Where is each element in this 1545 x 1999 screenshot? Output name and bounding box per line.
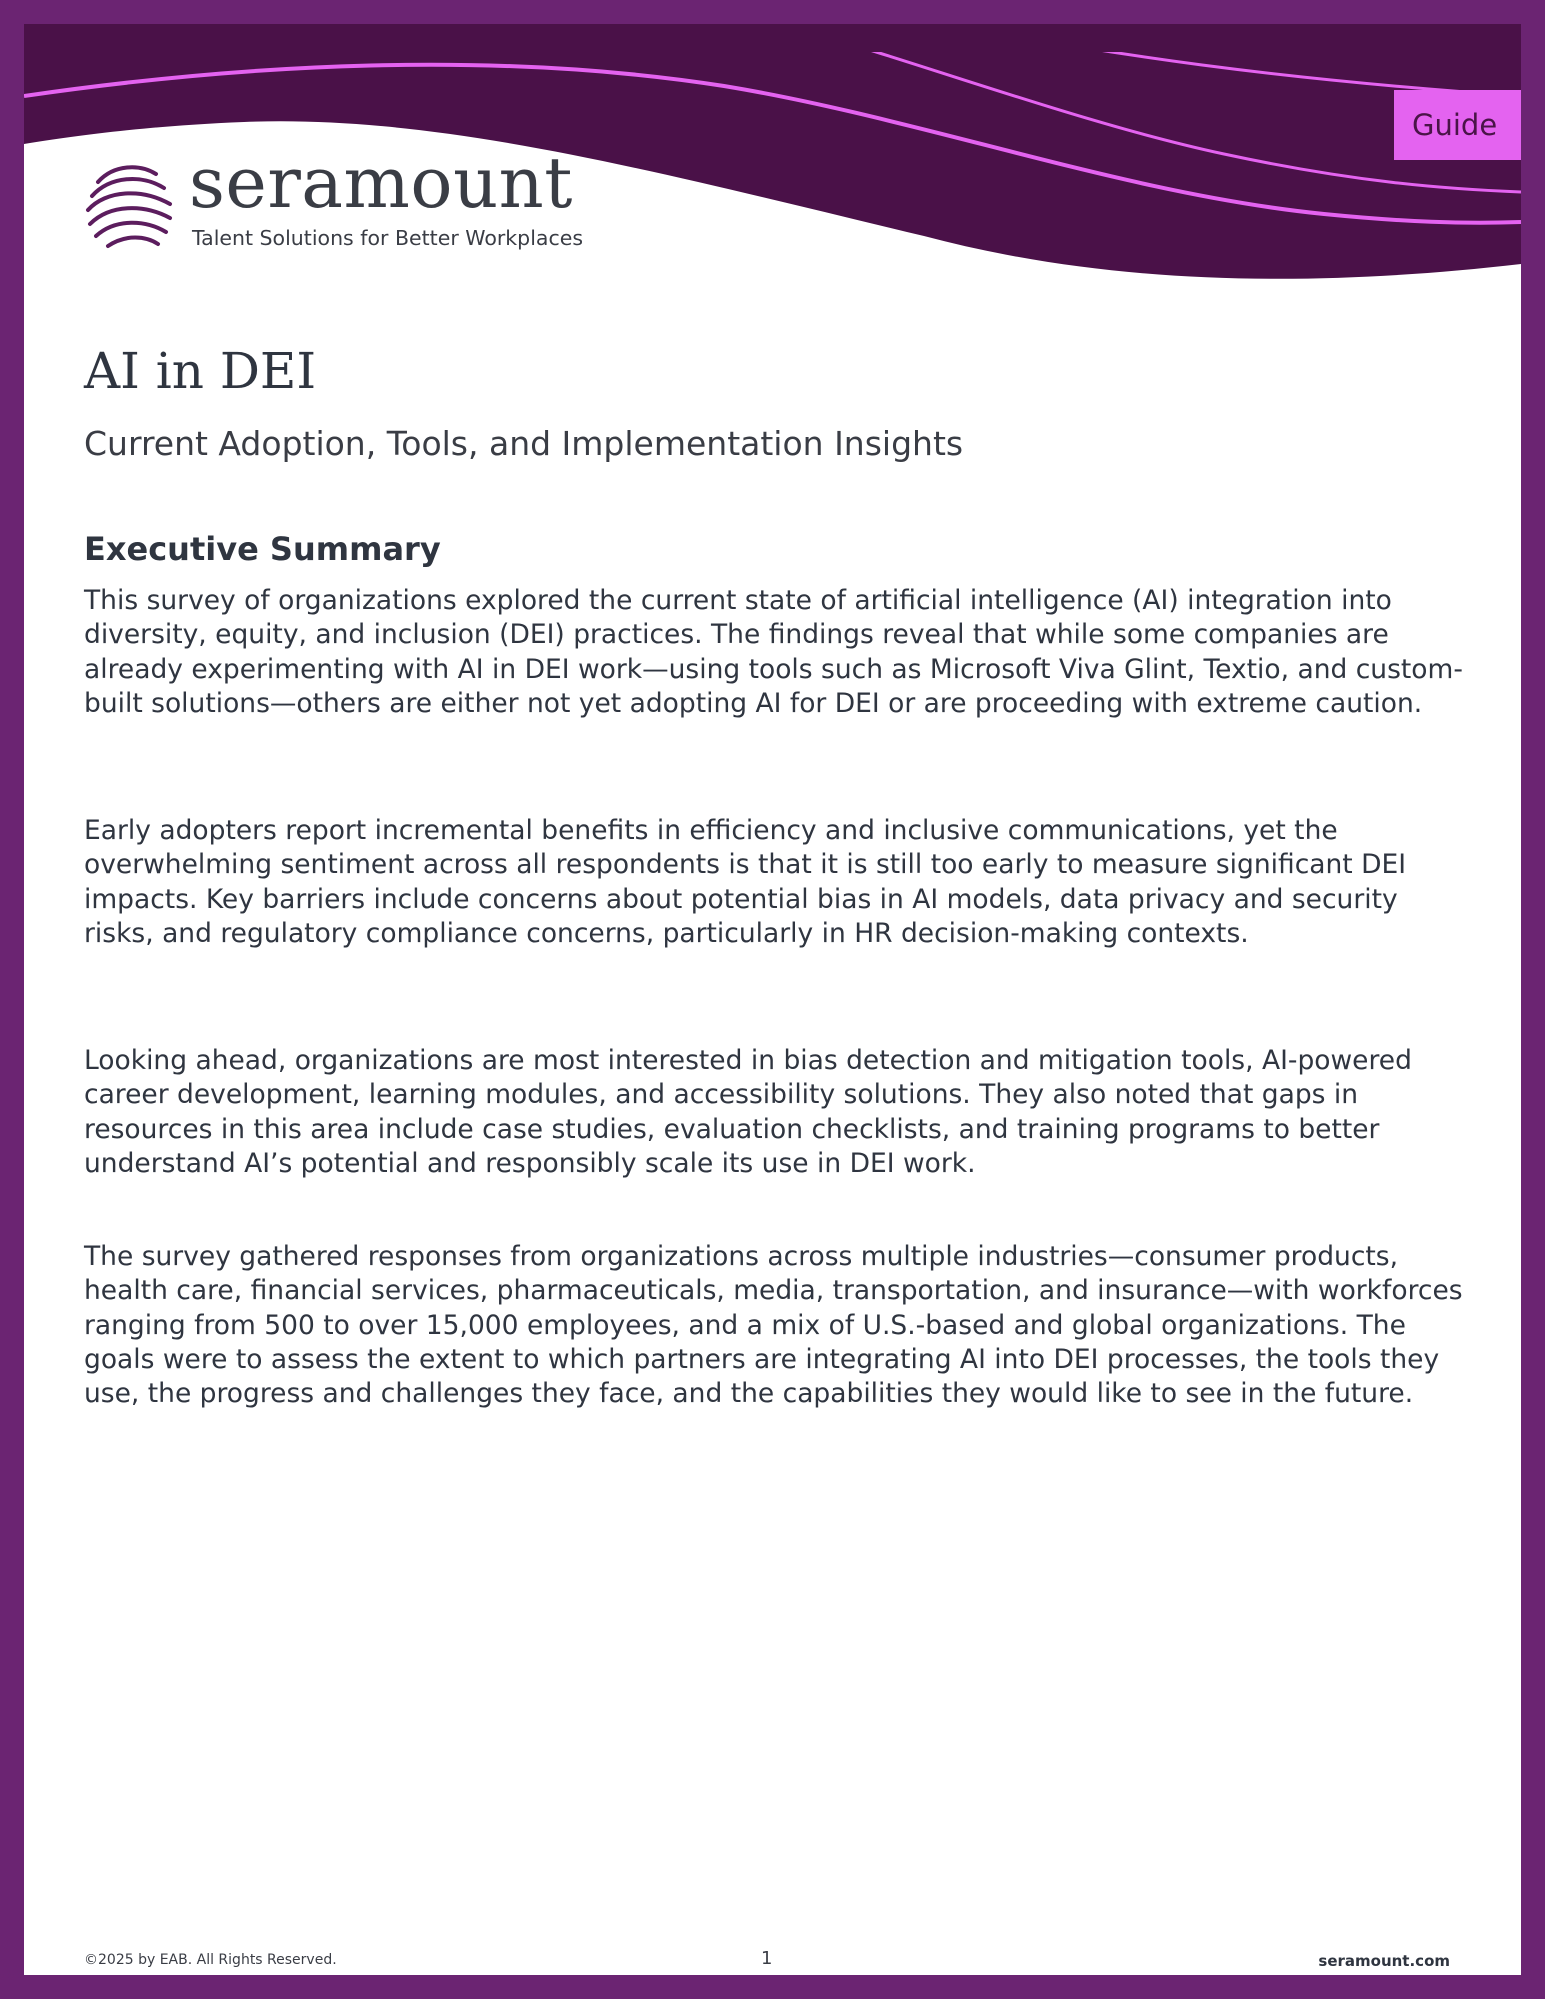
summary-paragraph-2: Early adopters report incremental benefits in efficiency and inclusive communications, yet the overwhelming sentiment across all respondents is that it is still too early to measure significant DEI impacts. Key barriers include concerns about potential bias in AI models, data privacy and security risks, and regulatory compliance concerns, particularly in HR decision-making contexts. <box>84 815 1407 949</box>
doc-type-tag: Guide <box>1394 90 1521 160</box>
footer-copyright: ©2025 by EAB. All Rights Reserved. <box>84 1952 337 1968</box>
summary-paragraph-1: This survey of organizations explored the current state of artificial intelligence (AI) integration into diversity, equity, and inclusion (DEI) practices. The findings reveal that while some companies are already experimenting with AI in DEI work—using tools such as Microsoft Viva Glint, Textio, and custom-built solutions—others are either not yet adopting AI for DEI or are proceeding with extreme caution. <box>84 585 1463 719</box>
section-heading: Executive Summary <box>84 530 441 568</box>
summary-paragraph-4: The survey gathered responses from organizations across multiple industries—consumer products, health care, financial services, pharmaceuticals, media, transportation, and insurance—with workforces ranging from 500 to over 15,000 employees, and a mix of U.S.-based and global organizations. The goals were to assess the extent to which partners are integrating AI into DEI processes, the tools they use, the progress and challenges they face, and the capabilities they would like to see in the future. <box>84 1241 1463 1410</box>
document-title: AI in DEI <box>84 342 317 400</box>
page-footer <box>24 1948 1521 1975</box>
document-page <box>24 24 1521 1975</box>
brand-name: seramount <box>189 142 573 224</box>
brand-logo <box>84 134 624 254</box>
footer-page-number: 1 <box>761 1948 773 1969</box>
summary-paragraph-3: Looking ahead, organizations are most interested in bias detection and mitigation tools, AI-powered career development, learning modules, and accessibility solutions. They also noted that gaps in resources in this area include case studies, evaluation checklists, and training programs to better understand AI’s potential and responsibly scale its use in DEI work. <box>84 1045 1412 1179</box>
document-subtitle: Current Adoption, Tools, and Implementation Insights <box>84 424 964 463</box>
seramount-wave-logo-icon <box>84 160 176 252</box>
footer-website-link[interactable]: seramount.com <box>1318 1952 1450 1970</box>
brand-tagline: Talent Solutions for Better Workplaces <box>192 226 584 250</box>
